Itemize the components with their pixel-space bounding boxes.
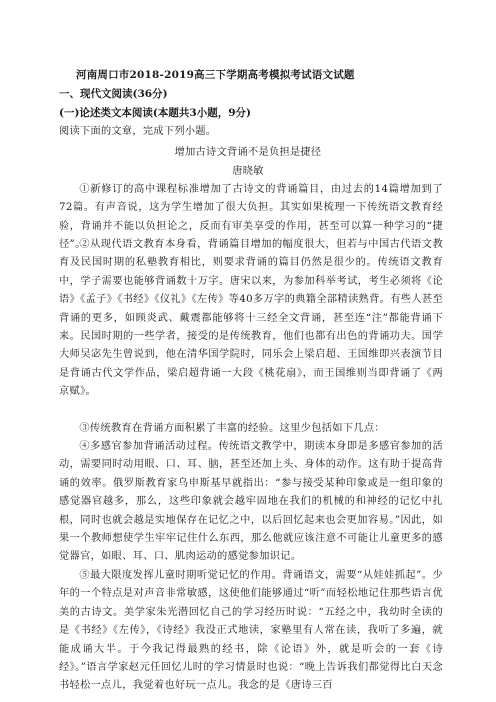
paragraph-1: ①新修订的高中课程标准增加了古诗文的背诵篇目，由过去的14篇增加到了72篇。有声音说，这为学生增加了很大负担。其实如果梳理一下传统语文教育经验，背诵并不能以负担论之，反而有审美享受的作用，甚至可以算一种学习的“捷径”。 <box>59 184 443 251</box>
section-heading: 一、现代文阅读(36分) <box>59 88 168 100</box>
paragraph-2: ②从现代语文教育本身看，背诵篇目增加的幅度很大，但若与中国古代语文教育及民国时期的私塾教育相比，则要求背诵的篇目仍然是很少的。传统语文教育中，学子需要也能够背诵数十万字。唐宋以来，为参加科举考试，考生必须将《论语》《孟子》《书经》《仪礼》《左传》等40多万字的典籍全部精读熟背。有些人甚至背诵的更多，如顾炎武、戴震都能够将十三经全文背诵，甚至连“注”都能背诵下来。民国时期的一些学者，接受的是传统教育，他们也都有出色的背诵功夫。国学大师吴宓先生曾说到，他在清华国学院时，同乐会上梁启超、王国维即兴表演节目是背诵古代文学作品，梁启超背诵一大段《桃花扇》，而王国维则当即背诵了《两京赋》。 <box>59 239 443 398</box>
reading-instruction: 阅读下面的文章，完成下列小题。 <box>59 126 217 137</box>
paragraph-5: ⑤最大限度发挥儿童时期听觉记忆的作用。背诵语文，需要“从娃娃抓起”。少年的一个特点是对声音非常敏感，这使他们能够通过“听”而轻松地记住那些语言优美的古诗文。美学家朱光潜回忆自己的学习经历时说：“五经之中，我幼时全读的是《书经》《左传》，《诗经》我没正式地读，家塾里有人常在读，我听了多遍，就能成诵大半。于今我记得最熟的经书，除《论语》外，就是听会的一套《诗经》。”语言学家赵元任回忆儿时的学习情景时也说：“晚上告诉我们都觉得比白天念书轻松一点儿，我觉着也好玩一点儿。我念的是《唐诗三百 <box>59 570 443 692</box>
paragraph-4: ④多感官参加背诵活动过程。传统语文教学中，期读本身即是多感官参加的活动，需要同时动用眼、口、耳、脑，甚至还加上头、身体的动作。这有助于提高背诵的效率。俄罗斯教育家乌申斯基早就指出：“参与接受某种印象或是一组印象的感觉器官越多，那么，这些印象就会越牢固地在我们的机械的和神经的记忆中扎根，同时也就会越是实地保存在记忆之中，以后回忆起来也会更加容易。”因此，如果一个教师想使学生牢牢记住什么东西，那么他就应该注意不可能让儿童更多的感觉器官，如眼、耳、口、肌肉运动的感觉参加识记。 <box>59 441 443 563</box>
article-author: 唐晓敏 <box>232 166 264 177</box>
article-title: 增加古诗文背诵不是负担是捷径 <box>174 147 322 158</box>
paragraph-3: ③传统教育在背诵方面积累了丰富的经验。这里少包括如下几点： <box>79 423 385 434</box>
document-title: 河南周口市2018-2019高三下学期高考模拟考试语文试题 <box>76 69 355 81</box>
subsection-heading: (一)论述类文本阅读(本题共3小题，9分) <box>59 107 251 119</box>
